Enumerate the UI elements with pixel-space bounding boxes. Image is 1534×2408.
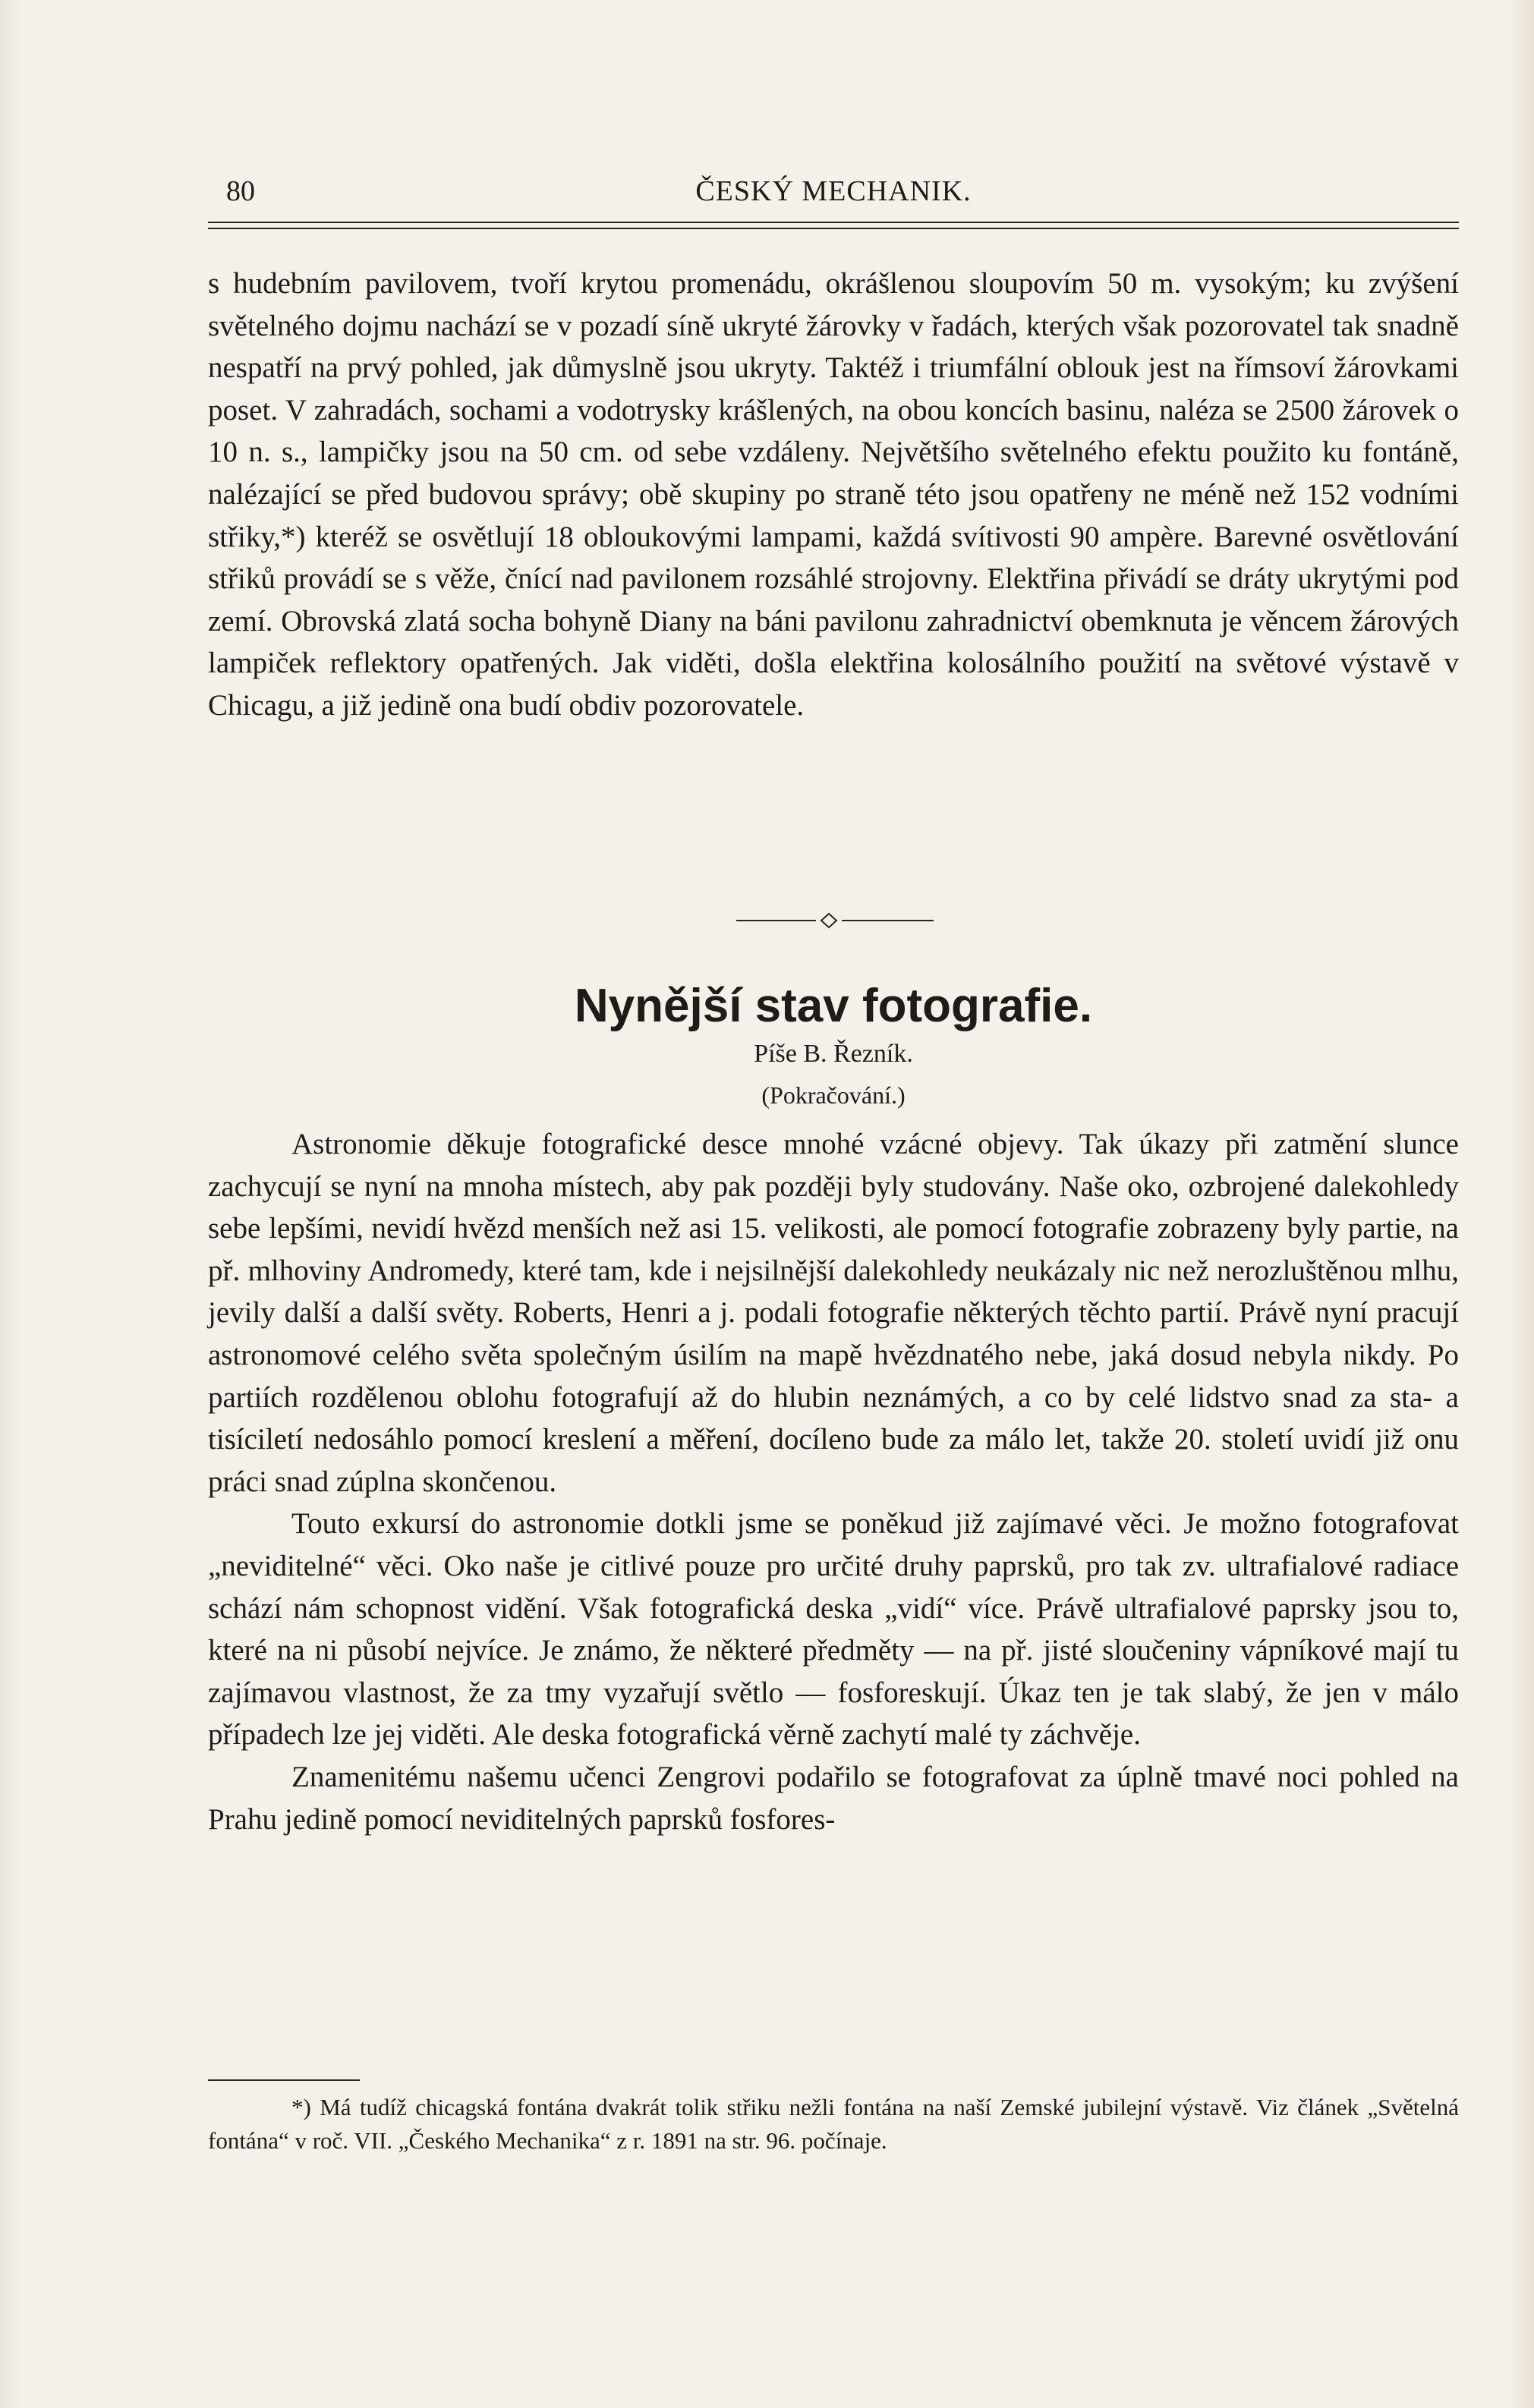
article-paragraph: Touto exkursí do astronomie dotkli jsme se poněkud již zajímavé věci. Je možno fotografovat „neviditelné“ věci. Oko naše je citlivé pouze pro určité druhy paprsků, pro tak zv. ultrafialové radiace schází nám schopnost vidění. Však fotografická deska „vidí“ více. Právě ultrafialové paprsky jsou to, které na ni působí nejvíce. Je známo, že některé předměty — na př. jisté sloučeniny vápníkové mají tu zajímavou vlastnost, že za tmy vyzařují světlo — fosforeskují. Úkaz ten je tak slabý, že jen v málo případech lze jej viděti. Ale deska fotografická věrně zachytí malé ty záchvěje. — [208, 1507, 1459, 1752]
footnote: *) Má tudíž chicagská fontána dvakrát tolik střiku nežli fontána na naší Zemské jubilejní výstavě. Viz článek „Světelná fontána“ v roč. VII. „Českého Mechanika“ z r. 1891 na str. 96. počínaje. — [208, 2094, 1459, 2154]
header-rule — [208, 222, 1459, 229]
article-byline: Píše B. Řezník. — [754, 1040, 913, 1068]
intro-paragraph: s hudebním pavilovem, tvoří krytou promenádu, okrášlenou sloupovím 50 m. vysokým; ku zvýšení světelného dojmu nachází se v pozadí síně ukryté žárovky v řadách, kterých však pozorovatel tak snadně nespatří na prvý pohled, jak důmyslně jsou ukryty. Taktéž i triumfální oblouk jest na římsoví žárovkami poset. V zahradách, sochami a vodotrysky krášlených, na obou koncích basinu, naléza se 2500 žárovek o 10 n. s., lampičky jsou na 50 cm. od sebe vzdáleny. Největšího světelného efektu použito ku fontáně, nalézající se před budovou správy; obě skupiny po straně této jsou opatřeny ne méně než 152 vodními střiky,*) kteréž se osvětlují 18 obloukovými lampami, každá svítivosti 90 ampère. Barevné osvětlování střiků provádí se s věže, čnící nad pavilonem rozsáhlé strojovny. Elektřina přivádí se dráty ukrytými pod zemí. Obrovská zlatá socha bohyně Diany na báni pavilonu zahradnictví obemknuta je věncem žárových lampiček reflektory opatřených. Jak viděti, došla elektřina kolosálního použití na světové výstavě v Chicagu, a již jedině ona budí obdiv pozorovatele. — [208, 267, 1459, 722]
article-body — [208, 1123, 1459, 1840]
footnote-rule — [208, 2079, 360, 2081]
article-paragraph: Astronomie děkuje fotografické desce mnohé vzácné objevy. Tak úkazy při zatmění slunce zachycují se nyní na mnoha místech, aby pak později byly studovány. Naše oko, ozbrojené dalekohledy sebe lepšími, nevidí hvězd menších než asi 15. velikosti, ale pomocí fotografie zobrazeny byly partie, na př. mlhoviny Andromedy, které tam, kde i nejsilnější dalekohledy neukázaly nic než nerozluštěnou mlhu, jevily další a další světy. Roberts, Henri a j. podali fotografie některých těchto partií. Právě nyní pracují astronomové celého světa společným úsilím na mapě hvězdnatého nebe, jaká dosud nebyla nikdy. Po partiích rozdělenou oblohu fotografují až do hlubin neznámých, a co by celé lidstvo snad za sta- a tisíciletí nedosáhlo pomocí kreslení a měření, docíleno bude za málo let, takže 20. století uvidí již onu práci snad zúplna skončenou. — [208, 1128, 1459, 1498]
article-title: Nynější stav fotografie. — [574, 980, 1093, 1032]
running-title: ČESKÝ MECHANIK. — [695, 175, 972, 207]
page-number: 80 — [226, 175, 255, 207]
article-paragraph: Znamenitému našemu učenci Zengrovi podařilo se fotografovat za úplně tmavé noci pohled na Prahu jedině pomocí neviditelných paprsků fosfores- — [208, 1760, 1459, 1836]
continued-note: (Pokračování.) — [761, 1081, 906, 1109]
page-header — [208, 172, 1459, 217]
ornament-divider — [736, 909, 934, 932]
